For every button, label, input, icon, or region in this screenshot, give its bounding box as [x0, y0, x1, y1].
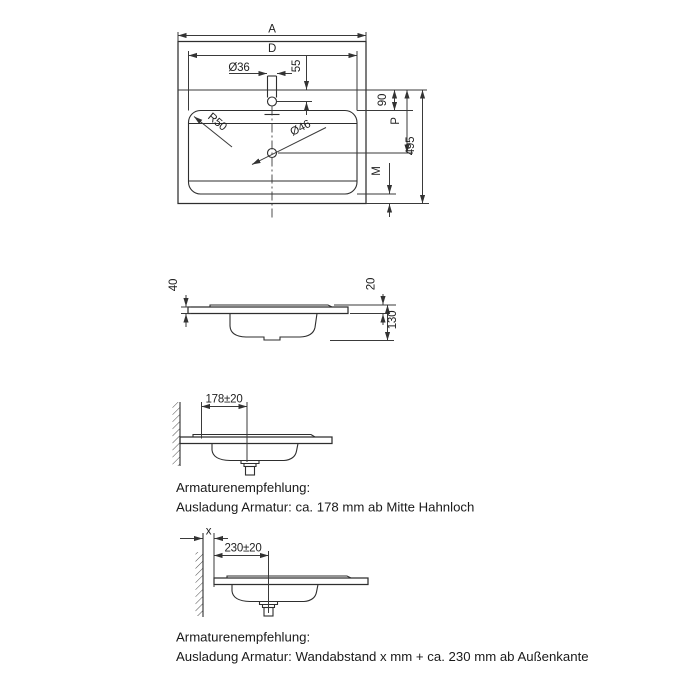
basin-bowl-profile [232, 585, 318, 602]
tap-hole-circle [268, 97, 277, 106]
countertop-plate [214, 578, 368, 585]
section-view-drawing [168, 278, 399, 341]
note-heading-2: Armaturenempfehlung: [176, 629, 311, 645]
drain-tailpiece [246, 467, 255, 476]
dim-label-front-ledge: M [371, 166, 383, 176]
dim-label-wall-distance: x [205, 525, 212, 538]
dim-label-spout-projection-230: 230±20 [224, 542, 262, 555]
dim-label-rear-ledge: 90 [377, 93, 389, 107]
dim-label-right-edge-height: 20 [365, 277, 378, 291]
basin-bowl-profile [230, 314, 317, 341]
dim-label-basin-width: D [267, 43, 277, 55]
drain-flange [241, 461, 259, 467]
countertop-plate [180, 437, 332, 444]
note-body-1: Ausladung Armatur: ca. 178 mm ab Mitte Hahnloch [176, 499, 475, 515]
plan-view-drawing [178, 24, 429, 221]
dim-label-left-edge-height: 40 [168, 278, 180, 292]
basin-bowl-profile [212, 444, 298, 461]
dim-label-tap-hole-setback: 55 [291, 59, 303, 73]
leader-line-drain-diameter [252, 128, 326, 165]
wall-hatching [196, 552, 204, 616]
dim-label-total-height: 130 [387, 310, 399, 330]
dim-label-drain-diameter: Ø46 [288, 118, 313, 139]
wall-hatching [173, 402, 181, 466]
wall-section-178-drawing [173, 394, 333, 476]
dim-label-overall-width: A [268, 23, 276, 36]
wall-section-230-drawing [180, 526, 368, 618]
dim-label-tap-hole-diameter: Ø36 [228, 62, 250, 74]
note-body-2: Ausladung Armatur: Wandabstand x mm + ca. 230 mm ab Außenkante [176, 649, 589, 664]
note-heading-1: Armaturenempfehlung: [176, 480, 311, 495]
countertop-plate [188, 307, 348, 314]
dim-label-corner-radius: R50 [205, 111, 229, 134]
dim-label-tap-to-drain: P [390, 117, 402, 125]
dim-label-overall-depth: 495 [405, 136, 417, 156]
dim-label-spout-projection-178: 178±20 [205, 393, 243, 406]
